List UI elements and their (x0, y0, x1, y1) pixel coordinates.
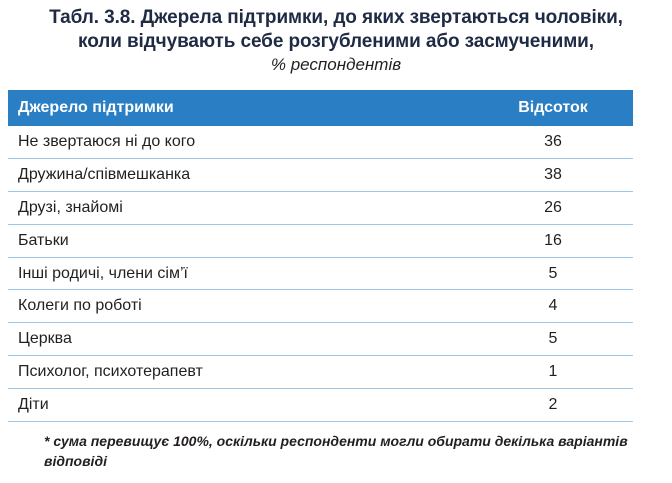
row-value: 5 (548, 330, 558, 348)
table-row (8, 126, 633, 159)
table-footnote: * сума перевищує 100%, оскільки респонденти могли обирати декілька варіантів відповіді (44, 433, 628, 469)
row-value: 4 (548, 297, 558, 315)
row-value: 26 (544, 198, 562, 216)
row-source: Діти (18, 395, 49, 413)
table-row (8, 159, 633, 192)
row-source: Друзі, знайомі (18, 198, 123, 216)
caption-subtitle: % респондентів (270, 55, 402, 74)
row-value: 36 (544, 133, 562, 151)
row-value: 16 (544, 231, 562, 249)
row-value: 2 (548, 395, 558, 413)
support-sources-table (8, 90, 633, 422)
row-value: 38 (544, 166, 562, 184)
row-source: Церква (18, 330, 72, 348)
row-source: Батьки (18, 231, 69, 249)
row-source: Дружина/співмешканка (18, 166, 191, 184)
row-source: Психолог, психотерапевт (18, 362, 203, 380)
table-row (8, 257, 633, 290)
table-row (8, 323, 633, 356)
header-source: Джерело підтримки (18, 99, 174, 116)
table-row (8, 388, 633, 421)
row-source: Не звертаюся ні до кого (18, 133, 196, 151)
table-header-row (8, 90, 633, 126)
row-value: 5 (548, 264, 558, 282)
table-caption (0, 6, 672, 76)
row-value: 1 (548, 362, 558, 380)
table-row (8, 290, 633, 323)
table-row (8, 224, 633, 257)
table-row (8, 356, 633, 389)
caption-line-1: Табл. 3.8. Джерела підтримки, до яких звертаються чоловіки, (49, 7, 623, 28)
row-source: Інші родичі, члени сім’ї (18, 264, 188, 282)
row-source: Колеги по роботі (18, 297, 142, 315)
caption-line-2: коли відчувають себе розгубленими або засмученими, (78, 31, 594, 52)
table-row (8, 192, 633, 225)
header-percent: Відсоток (518, 99, 588, 116)
